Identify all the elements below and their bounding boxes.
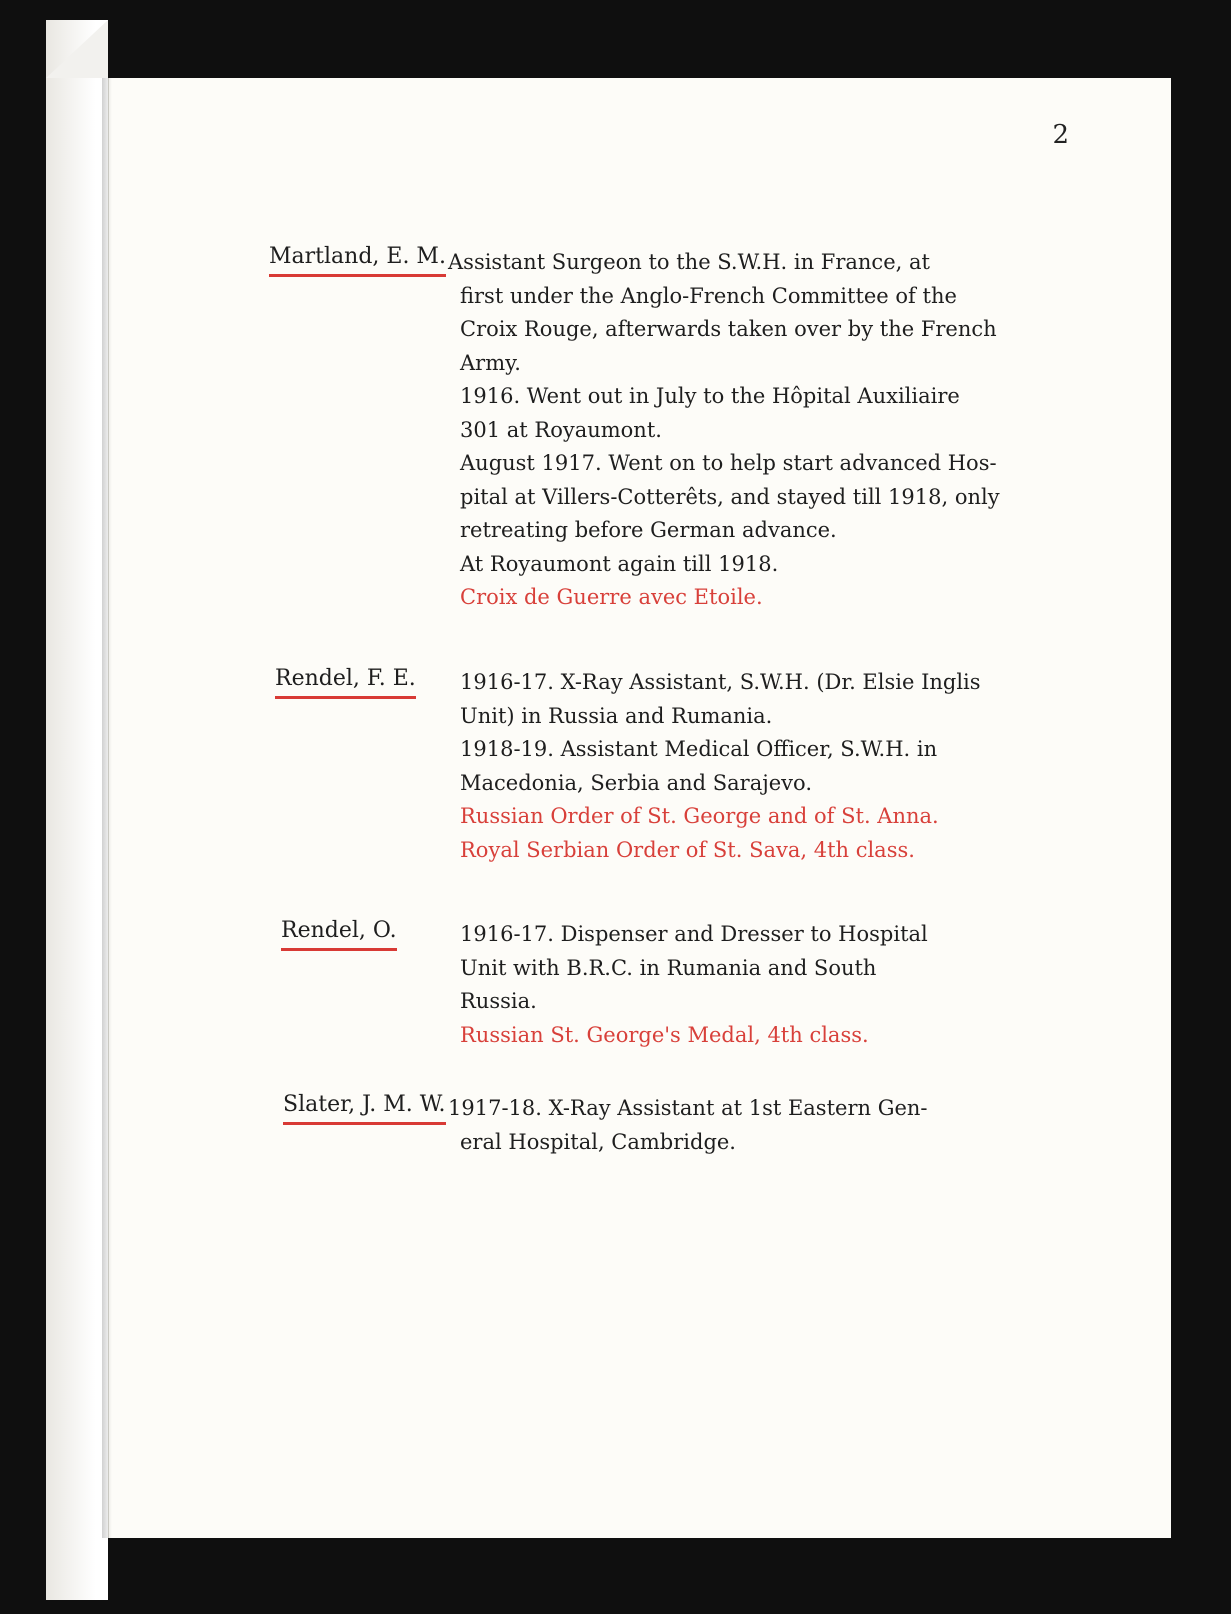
entry-details	[460, 666, 1120, 867]
detail-line: Russia.	[460, 989, 537, 1013]
detail-line: August 1917. Went on to help start advanced Hos-	[460, 451, 997, 475]
detail-line: 1916. Went out in July to the Hôpital Auxiliaire	[460, 384, 960, 408]
detail-line: At Royaumont again till 1918.	[460, 551, 779, 576]
detail-line: 1916-17. Dispenser and Dresser to Hospital	[460, 922, 928, 946]
detail-line: Macedonia, Serbia and Sarajevo.	[460, 770, 812, 795]
detail-line: Army.	[460, 350, 521, 375]
honour-line: Russian St. George's Medal, 4th class.	[460, 1022, 869, 1047]
detail-line: eral Hospital, Cambridge.	[460, 1129, 736, 1154]
detail-line: 1918-19. Assistant Medical Officer, S.W.H. in	[460, 737, 938, 761]
detail-line: first under the Anglo-French Committee of the	[460, 283, 957, 308]
detail-line: 1917-18. X-Ray Assistant at 1st Eastern Gen-	[448, 1096, 928, 1120]
entry-name: Rendel, F. E.	[275, 664, 416, 699]
honour-line: Russian Order of St. George and of St. Anna.	[460, 804, 939, 828]
entry-details	[448, 1092, 1120, 1159]
entry-name: Rendel, O.	[281, 916, 397, 951]
detail-line: Unit) in Russia and Rumania.	[460, 703, 773, 728]
detail-line: Croix Rouge, afterwards taken over by the French	[460, 317, 997, 341]
detail-line: retreating before German advance.	[460, 518, 837, 542]
entry-name: Slater, J. M. W.	[283, 1090, 446, 1125]
detail-line: Assistant Surgeon to the S.W.H. in France, at	[448, 250, 930, 274]
previous-page-edge	[46, 20, 108, 1600]
honour-line: Croix de Guerre avec Etoile.	[460, 585, 763, 609]
honour-line: Royal Serbian Order of St. Sava, 4th class.	[460, 837, 915, 862]
spine-shadow	[102, 78, 112, 1538]
entry-name: Martland, E. M.	[269, 242, 446, 277]
detail-line: Unit with B.R.C. in Rumania and South	[460, 955, 877, 980]
detail-line: 301 at Royaumont.	[460, 417, 662, 442]
page-number: 2	[1052, 120, 1069, 150]
entry-details	[448, 246, 1120, 615]
detail-line: pital at Villers-Cotterêts, and stayed till 1918, only	[460, 484, 1000, 509]
detail-line: 1916-17. X-Ray Assistant, S.W.H. (Dr. Elsie Inglis	[460, 670, 981, 694]
entry-details	[460, 918, 1120, 1052]
manuscript-page	[108, 78, 1171, 1538]
